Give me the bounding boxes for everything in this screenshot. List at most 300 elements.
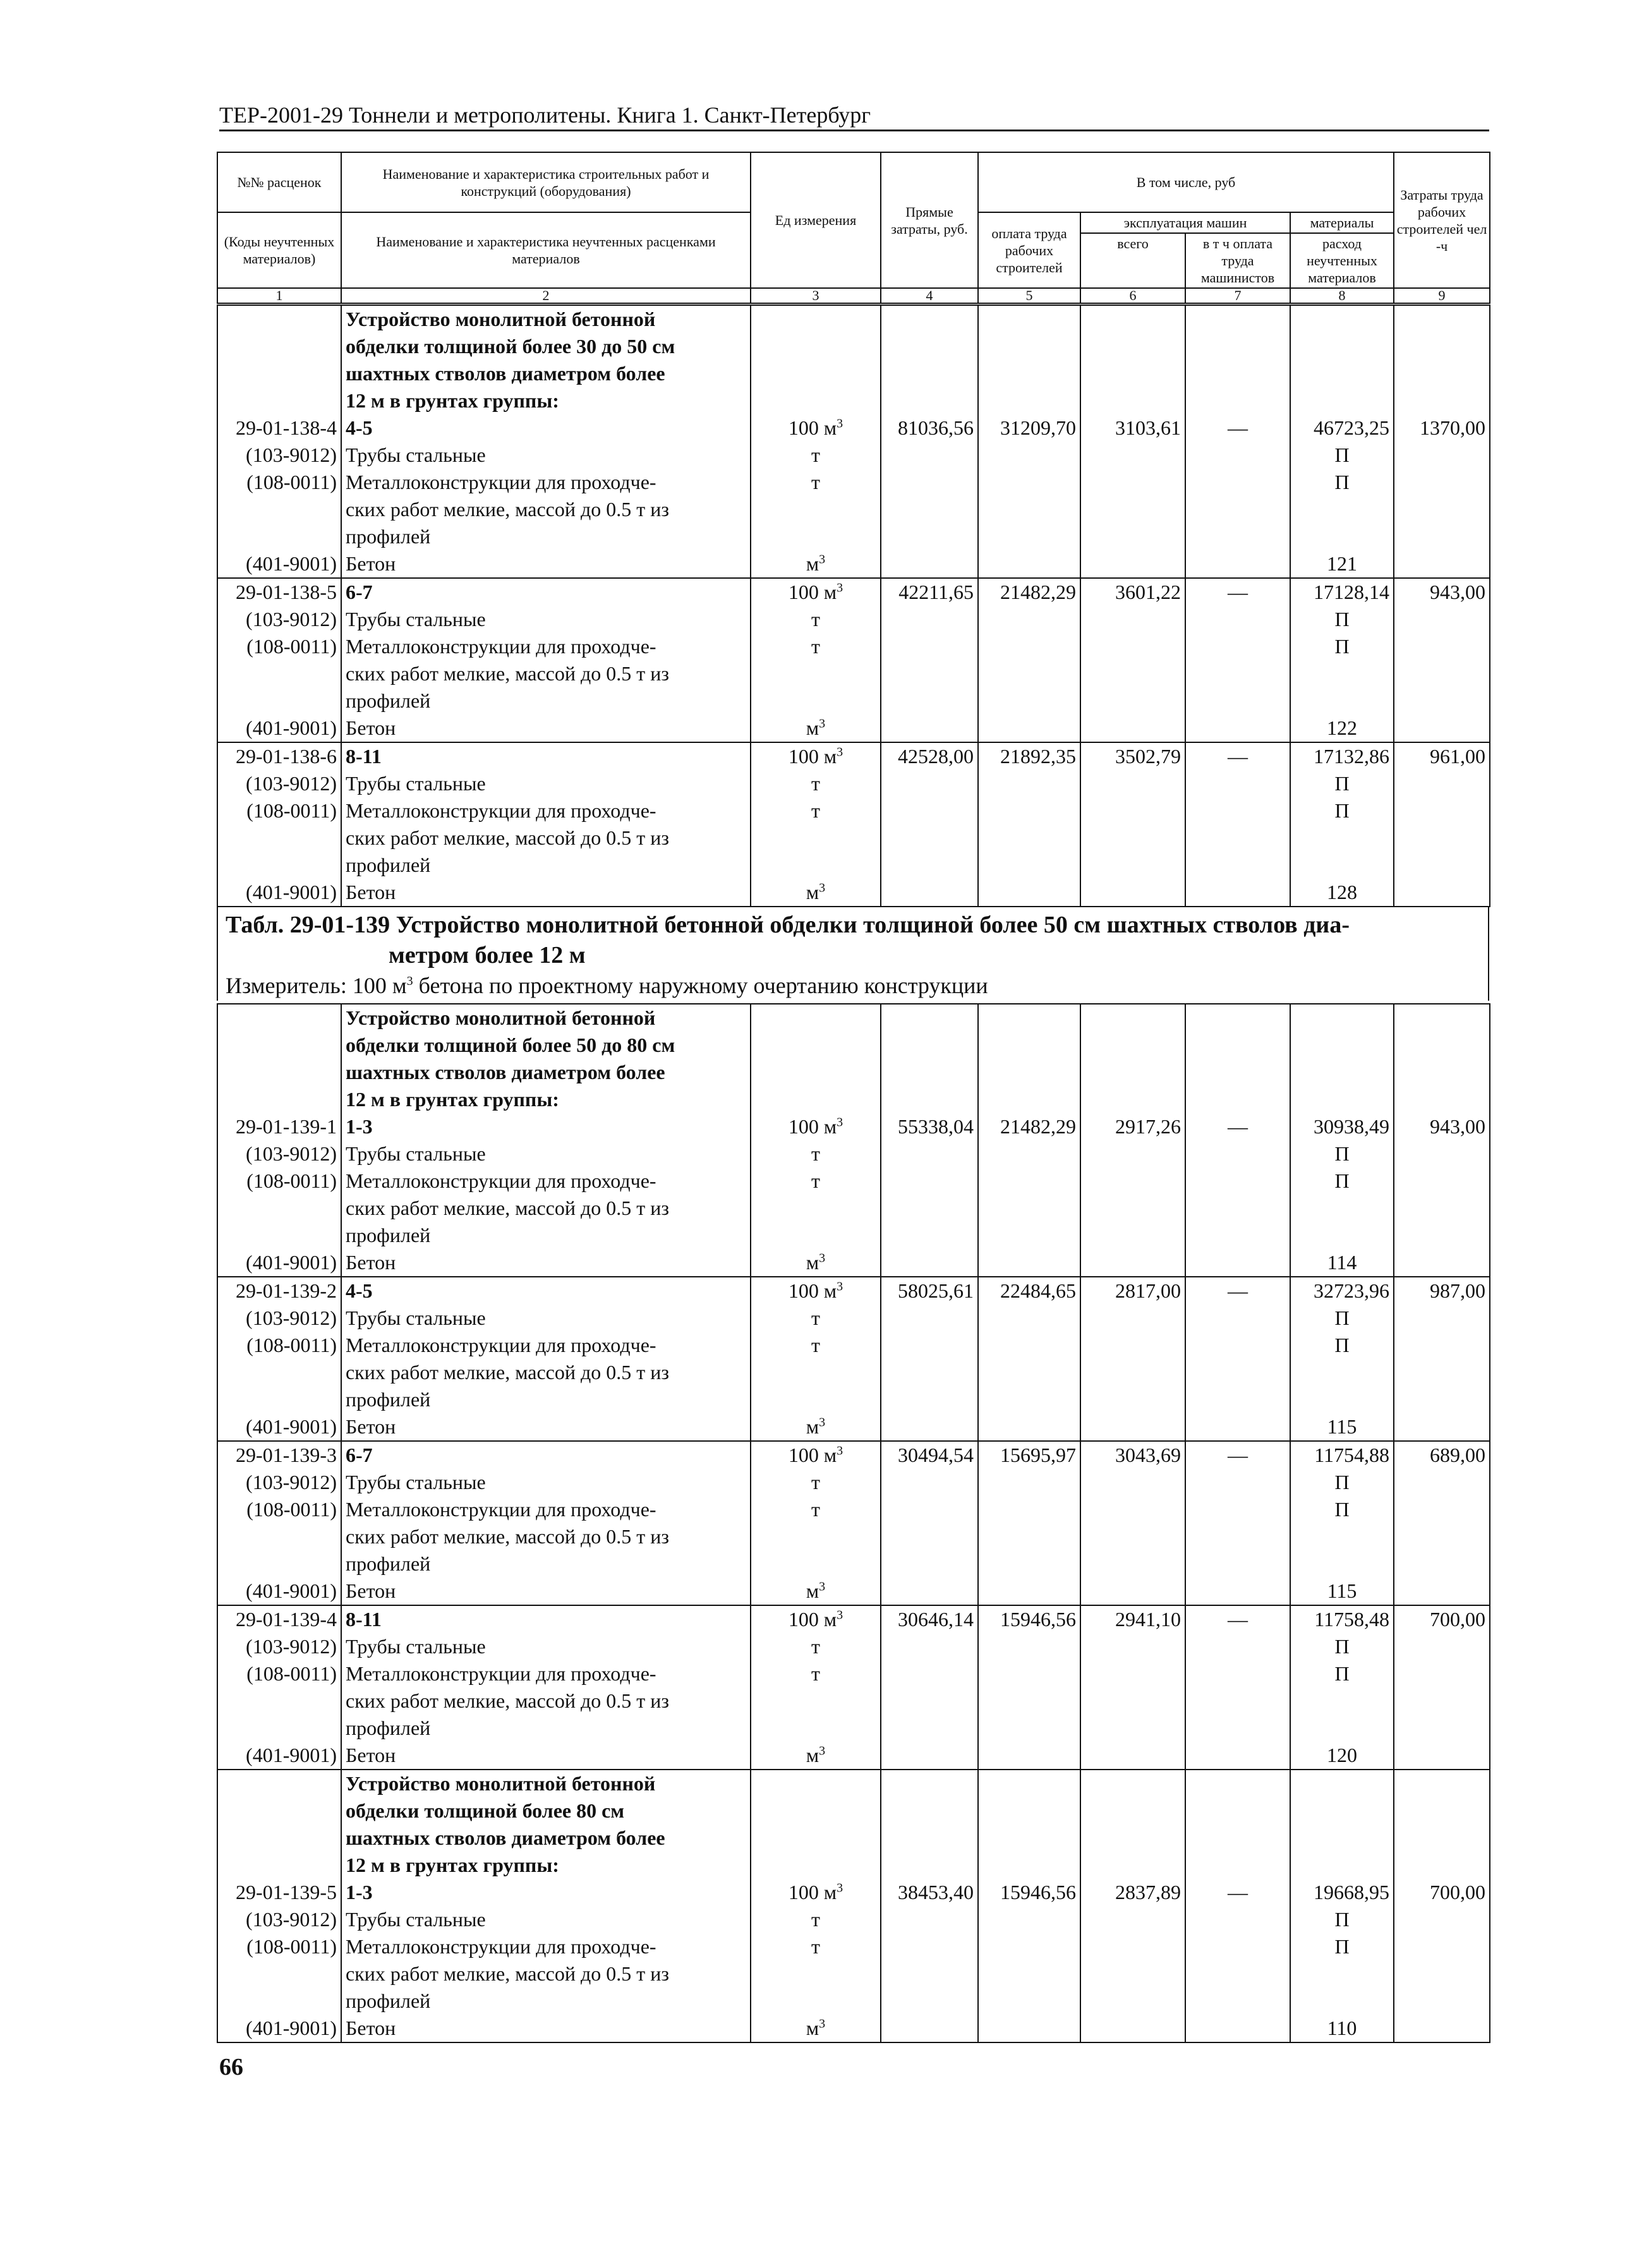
- blank-line: [982, 1332, 1076, 1359]
- machines-total: 3601,22: [1115, 581, 1181, 603]
- blank-line: [222, 1770, 337, 1797]
- blank-line: [885, 1633, 974, 1660]
- material-unit: т: [811, 772, 820, 795]
- blank-line: [1398, 306, 1485, 333]
- unit-cell: [751, 1004, 881, 1277]
- material-name: Трубы стальные: [346, 1471, 486, 1493]
- blank-line: [1190, 1359, 1286, 1386]
- direct-costs: 58025,61: [898, 1279, 974, 1302]
- measure-text-rest: бетона по проектному наружному очертанию конструкции: [413, 973, 988, 998]
- blank-line: [1190, 1140, 1286, 1167]
- materials-cell: [1290, 305, 1394, 578]
- blank-line: [222, 1195, 337, 1222]
- blank-line: [885, 1086, 974, 1113]
- running-head-rule: [219, 130, 1489, 131]
- machinists-wages: —: [1228, 1115, 1248, 1138]
- blank-line: [755, 824, 876, 852]
- machines-total: 3502,79: [1115, 745, 1181, 768]
- blank-line: [1190, 1195, 1286, 1222]
- blank-line: [1295, 1523, 1389, 1550]
- header-materials-consumption: расход неучтенных материалов: [1307, 236, 1377, 286]
- blank-line: [755, 1386, 876, 1413]
- material-consumption: П: [1334, 772, 1350, 795]
- blank-line: [885, 1577, 974, 1605]
- blank-line: [1085, 1222, 1181, 1249]
- blank-line: [1295, 687, 1389, 715]
- blank-line: [222, 1359, 337, 1386]
- material-name: ских работ мелкие, массой до 0.5 т из: [346, 1525, 670, 1548]
- blank-line: [885, 1413, 974, 1440]
- blank-line: [885, 469, 974, 496]
- labor-hours-cell: [1394, 1605, 1490, 1770]
- blank-line: [885, 606, 974, 633]
- rate-code: 29-01-138-4: [236, 416, 337, 439]
- labor-hours: 987,00: [1430, 1279, 1485, 1302]
- unit-text: 100 м: [788, 745, 837, 768]
- blank-line: [755, 496, 876, 523]
- unit-superscript: 3: [837, 416, 843, 431]
- machines-cell: [1080, 305, 1185, 578]
- blank-line: [982, 306, 1076, 333]
- blank-line: [1398, 1413, 1485, 1440]
- blank-line: [222, 1086, 337, 1113]
- unit-superscript: 3: [819, 1251, 826, 1265]
- blank-line: [1398, 1222, 1485, 1249]
- blank-line: [1085, 1249, 1181, 1276]
- blank-line: [1398, 1249, 1485, 1276]
- blank-line: [1398, 797, 1485, 824]
- blank-line: [885, 1852, 974, 1879]
- material-code: (108-0011): [246, 799, 337, 822]
- description-cell: [341, 1277, 751, 1441]
- blank-line: [1190, 1413, 1286, 1440]
- blank-line: [1398, 1550, 1485, 1577]
- blank-line: [982, 523, 1076, 550]
- material-unit: т: [811, 608, 820, 630]
- material-unit: т: [811, 1635, 820, 1658]
- material-unit: т: [811, 635, 820, 658]
- blank-line: [1398, 1332, 1485, 1359]
- measure-unit: [226, 972, 988, 999]
- blank-line: [222, 1032, 337, 1059]
- material-name: Металлоконструкции для проходче-: [346, 1935, 656, 1958]
- description-cell: [341, 578, 751, 742]
- blank-line: [1085, 442, 1181, 469]
- table-title-line-1: Табл. 29-01-139 Устройство монолитной бетонной обделки толщиной более 50 см шахтных стволов диа-: [226, 912, 1350, 938]
- labor-wages-cell: [978, 1277, 1080, 1441]
- header-code: №№ расценок: [217, 152, 341, 212]
- blank-line: [885, 1386, 974, 1413]
- blank-line: [222, 1004, 337, 1032]
- blank-line: [982, 606, 1076, 633]
- blank-line: [1190, 1004, 1286, 1032]
- blank-line: [1085, 1305, 1181, 1332]
- blank-line: [1190, 1523, 1286, 1550]
- material-unit: [755, 1249, 876, 1276]
- blank-line: [885, 306, 974, 333]
- unit-text: 100 м: [788, 1881, 837, 1903]
- table-title-line-2: метром более 12 м: [389, 942, 586, 968]
- blank-line: [1085, 715, 1181, 742]
- material-unit: т: [811, 1662, 820, 1685]
- labor-wages: 21482,29: [1000, 581, 1076, 603]
- blank-line: [222, 1687, 337, 1715]
- column-number: 2: [341, 288, 751, 303]
- unit-text: 100 м: [788, 581, 837, 603]
- blank-line: [885, 360, 974, 387]
- blank-line: [1085, 1167, 1181, 1195]
- blank-line: [1295, 1032, 1389, 1059]
- materials-cost: 32723,96: [1314, 1279, 1389, 1302]
- material-consumption: 110: [1327, 2017, 1357, 2039]
- material-name: Бетон: [346, 1415, 396, 1438]
- labor-wages-cell: [978, 305, 1080, 578]
- blank-line: [1398, 469, 1485, 496]
- blank-line: [1085, 1359, 1181, 1386]
- unit: [755, 414, 876, 442]
- machinists-cell: [1185, 1770, 1290, 2042]
- blank-line: [755, 1960, 876, 1988]
- blank-line: [1398, 496, 1485, 523]
- blank-line: [982, 852, 1076, 879]
- material-code: (103-9012): [246, 772, 337, 795]
- material-name: Металлоконструкции для проходче-: [346, 1169, 656, 1192]
- blank-line: [885, 2015, 974, 2042]
- blank-line: [1085, 469, 1181, 496]
- blank-line: [982, 797, 1076, 824]
- blank-line: [1190, 2015, 1286, 2042]
- column-number: 7: [1185, 288, 1290, 303]
- blank-line: [1190, 1059, 1286, 1086]
- direct-costs-cell: [881, 1605, 978, 1770]
- blank-line: [1190, 1715, 1286, 1742]
- material-unit: т: [811, 1935, 820, 1958]
- blank-line: [1398, 333, 1485, 360]
- blank-line: [1085, 1004, 1181, 1032]
- blank-line: [755, 387, 876, 414]
- heading-line: шахтных стволов диаметром более: [346, 1061, 665, 1083]
- material-name: ских работ мелкие, массой до 0.5 т из: [346, 1962, 670, 1985]
- blank-line: [1398, 1633, 1485, 1660]
- machinists-wages: —: [1228, 1881, 1248, 1903]
- blank-line: [755, 333, 876, 360]
- column-number: 8: [1290, 288, 1394, 303]
- measure-superscript: 3: [406, 974, 413, 988]
- blank-line: [755, 1086, 876, 1113]
- material-unit: т: [811, 1142, 820, 1165]
- blank-line: [885, 1496, 974, 1523]
- blank-line: [982, 1550, 1076, 1577]
- blank-line: [755, 1852, 876, 1879]
- machinists-cell: [1185, 305, 1290, 578]
- blank-line: [1085, 1140, 1181, 1167]
- blank-line: [1398, 606, 1485, 633]
- blank-line: [885, 1715, 974, 1742]
- blank-line: [1190, 1633, 1286, 1660]
- rate-row: [217, 578, 1490, 742]
- blank-line: [982, 1004, 1076, 1032]
- material-consumption: П: [1334, 799, 1350, 822]
- rate-code: 29-01-138-6: [236, 745, 337, 768]
- blank-line: [222, 523, 337, 550]
- blank-line: [885, 1933, 974, 1960]
- material-consumption: 121: [1327, 552, 1357, 575]
- blank-line: [1295, 1004, 1389, 1032]
- blank-line: [1398, 660, 1485, 687]
- blank-line: [1398, 1988, 1485, 2015]
- blank-line: [1085, 1960, 1181, 1988]
- machines-cell: [1080, 742, 1185, 907]
- material-unit: [755, 2015, 876, 2042]
- labor-wages: 15946,56: [1000, 1608, 1076, 1631]
- unit-superscript: 3: [837, 1279, 843, 1294]
- blank-line: [1295, 1086, 1389, 1113]
- blank-line: [885, 1825, 974, 1852]
- blank-line: [755, 1797, 876, 1825]
- description-cell: [341, 1770, 751, 2042]
- blank-line: [755, 360, 876, 387]
- materials-cost: 46723,25: [1314, 416, 1389, 439]
- rate-code-cell: [217, 1004, 341, 1277]
- material-name: Бетон: [346, 1744, 396, 1766]
- material-unit: т: [811, 1471, 820, 1493]
- labor-hours: 1370,00: [1420, 416, 1485, 439]
- material-unit: т: [811, 1334, 820, 1356]
- unit-superscript: 3: [819, 716, 826, 731]
- blank-line: [1295, 1825, 1389, 1852]
- heading-line: обделки толщиной более 50 до 80 см: [346, 1034, 675, 1056]
- material-unit: т: [811, 443, 820, 466]
- machines-total: 2917,26: [1115, 1115, 1181, 1138]
- blank-line: [982, 879, 1076, 906]
- materials-cell: [1290, 1004, 1394, 1277]
- blank-line: [982, 1167, 1076, 1195]
- material-name: профилей: [346, 525, 431, 548]
- material-name: ских работ мелкие, массой до 0.5 т из: [346, 826, 670, 849]
- material-name: профилей: [346, 854, 431, 876]
- blank-line: [1295, 333, 1389, 360]
- blank-line: [1295, 1687, 1389, 1715]
- blank-line: [1085, 1577, 1181, 1605]
- machinists-cell: [1185, 742, 1290, 907]
- blank-line: [982, 360, 1076, 387]
- description-cell: [341, 1004, 751, 1277]
- direct-costs: 55338,04: [898, 1115, 974, 1138]
- material-name: Трубы стальные: [346, 772, 486, 795]
- material-name: Трубы стальные: [346, 1908, 486, 1931]
- blank-line: [755, 1523, 876, 1550]
- blank-line: [755, 523, 876, 550]
- blank-line: [982, 1359, 1076, 1386]
- material-code: (108-0011): [246, 1935, 337, 1958]
- unit-cell: [751, 1605, 881, 1770]
- blank-line: [885, 687, 974, 715]
- blank-line: [1295, 1988, 1389, 2015]
- blank-line: [1190, 442, 1286, 469]
- blank-line: [1085, 852, 1181, 879]
- materials-cost: 17128,14: [1314, 581, 1389, 603]
- material-consumption: П: [1334, 1169, 1350, 1192]
- header-direct-costs: Прямые затраты, руб.: [881, 152, 978, 288]
- blank-line: [222, 824, 337, 852]
- material-consumption: 114: [1327, 1251, 1357, 1274]
- blank-line: [1398, 1059, 1485, 1086]
- unit-cell: [751, 305, 881, 578]
- blank-line: [1085, 1797, 1181, 1825]
- direct-costs-cell: [881, 742, 978, 907]
- blank-line: [982, 660, 1076, 687]
- material-consumption: П: [1334, 1498, 1350, 1521]
- heading-line: Устройство монолитной бетонной: [346, 1006, 656, 1029]
- blank-line: [1398, 1032, 1485, 1059]
- blank-line: [1295, 1222, 1389, 1249]
- blank-line: [1190, 770, 1286, 797]
- material-name: Трубы стальные: [346, 608, 486, 630]
- blank-line: [1398, 1167, 1485, 1195]
- blank-line: [1190, 360, 1286, 387]
- header-unit: Ед измерения: [751, 152, 881, 288]
- blank-line: [1085, 1825, 1181, 1852]
- blank-line: [1085, 550, 1181, 577]
- blank-line: [1085, 1687, 1181, 1715]
- direct-costs-cell: [881, 578, 978, 742]
- material-consumption: П: [1334, 1471, 1350, 1493]
- labor-wages-cell: [978, 1605, 1080, 1770]
- blank-line: [982, 1140, 1076, 1167]
- blank-line: [885, 1032, 974, 1059]
- material-code: (401-9001): [246, 1579, 337, 1602]
- heading-line: шахтных стволов диаметром более: [346, 362, 665, 385]
- blank-line: [1398, 1906, 1485, 1933]
- machines-total: 2941,10: [1115, 1608, 1181, 1631]
- soil-group: 8-11: [346, 1608, 382, 1631]
- direct-costs-cell: [881, 1441, 978, 1605]
- heading-line: шахтных стволов диаметром более: [346, 1826, 665, 1849]
- unit-text: 100 м: [788, 1444, 837, 1466]
- material-code: (103-9012): [246, 1142, 337, 1165]
- blank-line: [885, 797, 974, 824]
- blank-line: [1085, 660, 1181, 687]
- labor-hours-cell: [1394, 578, 1490, 742]
- blank-line: [982, 1933, 1076, 1960]
- blank-line: [1085, 1469, 1181, 1496]
- labor-hours-cell: [1394, 742, 1490, 907]
- blank-line: [885, 824, 974, 852]
- blank-line: [1295, 852, 1389, 879]
- blank-line: [1295, 360, 1389, 387]
- blank-line: [222, 360, 337, 387]
- blank-line: [755, 1222, 876, 1249]
- blank-line: [982, 1032, 1076, 1059]
- blank-line: [1295, 1797, 1389, 1825]
- blank-line: [885, 1469, 974, 1496]
- labor-wages-cell: [978, 1004, 1080, 1277]
- blank-line: [1398, 1496, 1485, 1523]
- blank-line: [222, 1715, 337, 1742]
- blank-line: [755, 1004, 876, 1032]
- blank-line: [1295, 1550, 1389, 1577]
- blank-line: [885, 1305, 974, 1332]
- material-consumption: 115: [1327, 1579, 1357, 1602]
- blank-line: [1190, 1960, 1286, 1988]
- description-cell: [341, 1605, 751, 1770]
- materials-cell: [1290, 1441, 1394, 1605]
- direct-costs: 30646,14: [898, 1608, 974, 1631]
- unit-superscript: 3: [837, 1115, 843, 1130]
- material-code: (401-9001): [246, 552, 337, 575]
- blank-line: [982, 1797, 1076, 1825]
- material-name: Трубы стальные: [346, 1142, 486, 1165]
- blank-line: [1295, 1059, 1389, 1086]
- materials-cell: [1290, 1605, 1394, 1770]
- blank-line: [1085, 1195, 1181, 1222]
- blank-line: [1085, 1660, 1181, 1687]
- materials-cell: [1290, 1770, 1394, 2042]
- blank-line: [1085, 1332, 1181, 1359]
- blank-line: [1190, 1167, 1286, 1195]
- blank-line: [222, 1386, 337, 1413]
- header-machines: эксплуатация машин: [1081, 213, 1290, 234]
- blank-line: [885, 333, 974, 360]
- unit-superscript: 3: [837, 581, 843, 595]
- material-name: Металлоконструкции для проходче-: [346, 799, 656, 822]
- blank-line: [982, 1413, 1076, 1440]
- machines-total: 2837,89: [1115, 1881, 1181, 1903]
- material-consumption: П: [1334, 1142, 1350, 1165]
- blank-line: [1398, 1742, 1485, 1769]
- material-code: (103-9012): [246, 1908, 337, 1931]
- unit-cell: [751, 1277, 881, 1441]
- blank-line: [1398, 1715, 1485, 1742]
- blank-line: [982, 1633, 1076, 1660]
- material-name: профилей: [346, 1716, 431, 1739]
- blank-line: [885, 387, 974, 414]
- machinists-cell: [1185, 578, 1290, 742]
- material-code: (401-9001): [246, 2017, 337, 2039]
- unit: [755, 1606, 876, 1633]
- material-unit: т: [811, 1306, 820, 1329]
- blank-line: [1085, 824, 1181, 852]
- unit-text: м: [806, 716, 819, 739]
- blank-line: [982, 469, 1076, 496]
- material-code: (103-9012): [246, 443, 337, 466]
- machines-cell: [1080, 578, 1185, 742]
- blank-line: [1295, 1852, 1389, 1879]
- rates-table-139: [217, 1003, 1490, 2043]
- blank-line: [1190, 333, 1286, 360]
- blank-line: [982, 1195, 1076, 1222]
- blank-line: [755, 1059, 876, 1086]
- blank-line: [982, 770, 1076, 797]
- blank-line: [885, 715, 974, 742]
- blank-line: [1085, 687, 1181, 715]
- blank-line: [1085, 1059, 1181, 1086]
- blank-line: [1295, 1770, 1389, 1797]
- soil-group: 1-3: [346, 1881, 373, 1903]
- blank-line: [885, 496, 974, 523]
- material-unit: [755, 1742, 876, 1769]
- blank-line: [1085, 1550, 1181, 1577]
- blank-line: [222, 1825, 337, 1852]
- blank-line: [1398, 442, 1485, 469]
- blank-line: [755, 687, 876, 715]
- column-number: 3: [751, 288, 881, 303]
- heading-line: 12 м в грунтах группы:: [346, 389, 559, 412]
- blank-line: [1085, 1906, 1181, 1933]
- blank-line: [1085, 2015, 1181, 2042]
- blank-line: [982, 1577, 1076, 1605]
- material-code: (108-0011): [246, 1334, 337, 1356]
